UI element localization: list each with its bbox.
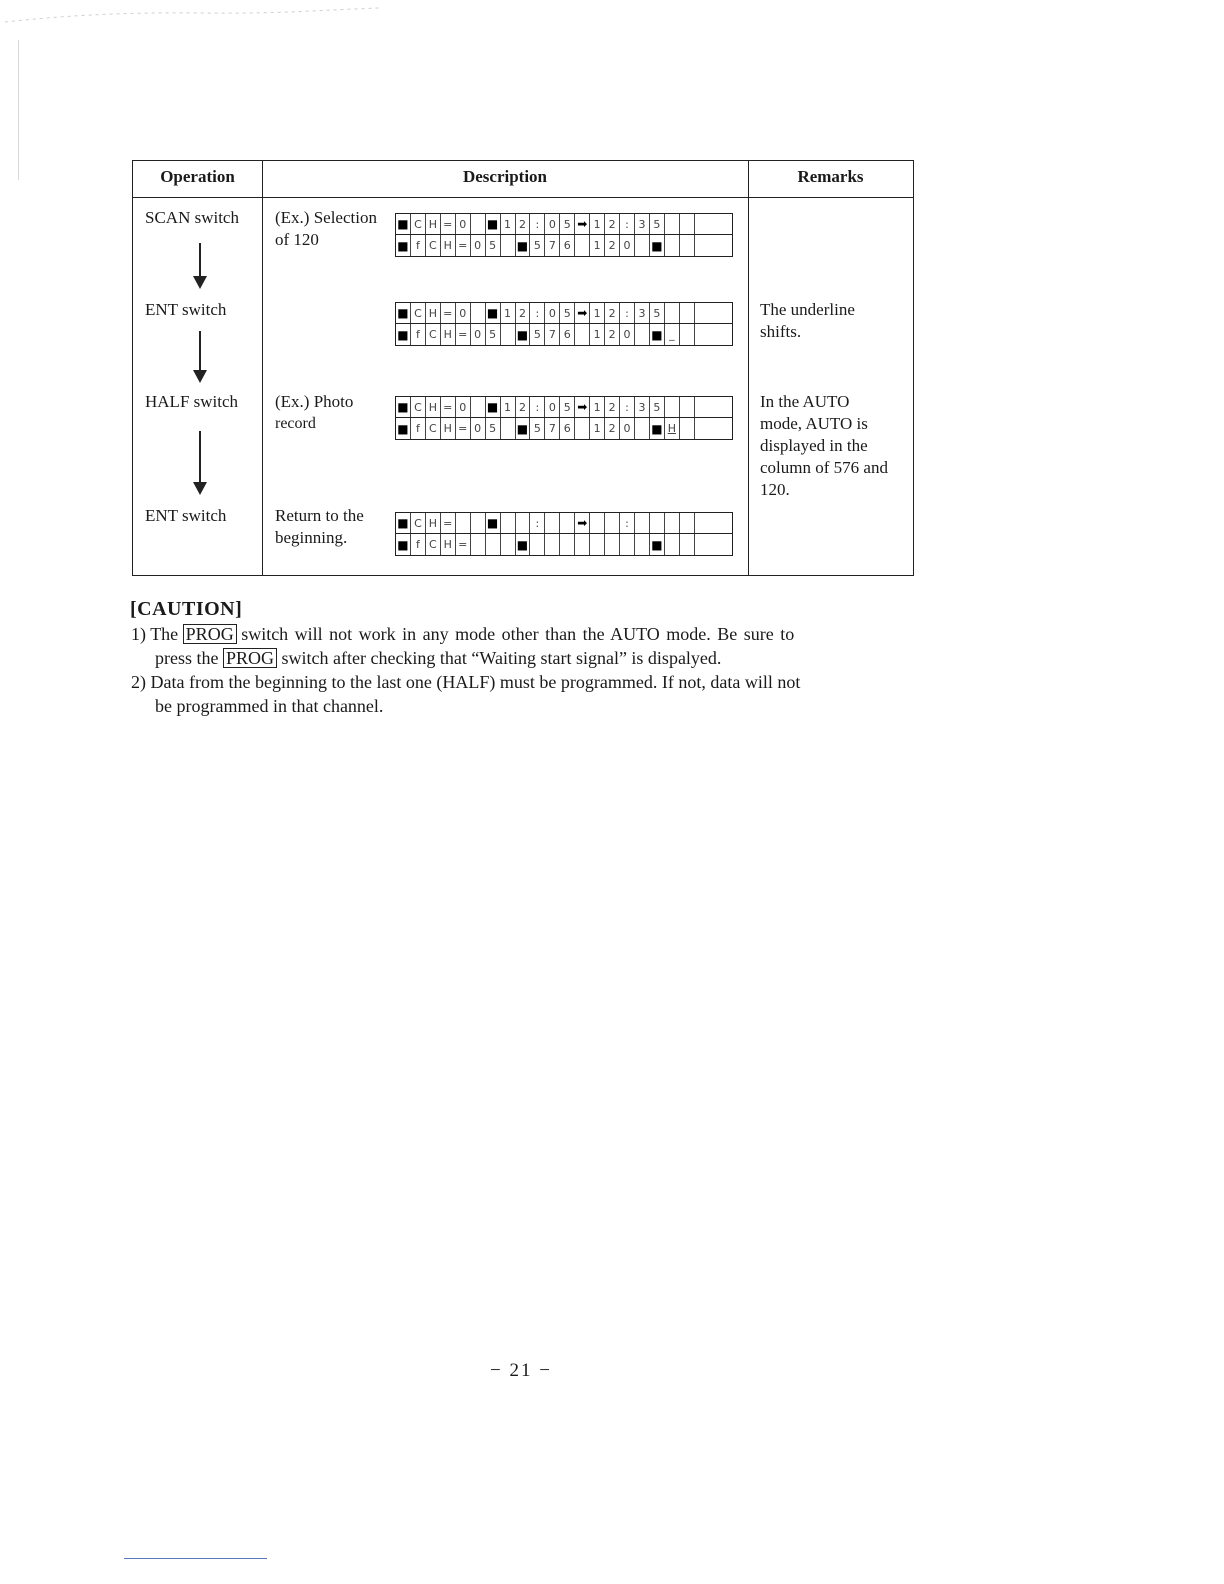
lcd-cell: : xyxy=(530,513,545,533)
lcd-cell xyxy=(501,418,516,439)
lcd-cell: ■ xyxy=(516,324,531,345)
lcd-cell: ■ xyxy=(650,235,665,256)
lcd-cell: 1 xyxy=(501,303,516,323)
down-arrow-icon xyxy=(193,331,207,383)
item-number: 2) xyxy=(131,672,146,692)
lcd-cell: 6 xyxy=(560,324,575,345)
lcd-cell: ■ xyxy=(486,513,501,533)
remark-text: 120. xyxy=(760,480,790,499)
prog-key-label: PROG xyxy=(183,624,237,644)
lcd-cell: 0 xyxy=(620,324,635,345)
remark-text: In the AUTO xyxy=(760,392,850,411)
down-arrow-icon xyxy=(193,243,207,289)
lcd-cell: 5 xyxy=(650,303,665,323)
lcd-cell: H xyxy=(426,397,441,417)
lcd-cell: 7 xyxy=(545,418,560,439)
operation-scan-switch: SCAN switch xyxy=(145,208,239,227)
caution-item-2-cont xyxy=(155,694,383,718)
lcd-cell xyxy=(680,214,695,234)
lcd-cell: H xyxy=(426,513,441,533)
lcd-cell xyxy=(680,418,695,439)
lcd-cell xyxy=(575,235,590,256)
lcd-cell xyxy=(695,235,710,256)
prog-key-label: PROG xyxy=(223,648,277,668)
lcd-cell xyxy=(560,534,575,555)
lcd-cell: H xyxy=(665,418,680,439)
footer-rule xyxy=(124,1558,267,1559)
lcd-cell: 5 xyxy=(530,418,545,439)
lcd-cell: 6 xyxy=(560,235,575,256)
lcd-cell: 5 xyxy=(530,235,545,256)
lcd-cell: 1 xyxy=(590,397,605,417)
caution-title: [CAUTION] xyxy=(130,598,243,620)
lcd-display xyxy=(395,512,733,556)
operation-half-switch: HALF switch xyxy=(145,392,239,411)
lcd-cell: = xyxy=(441,513,456,533)
lcd-cell: 2 xyxy=(605,303,620,323)
lcd-cell: ■ xyxy=(396,214,411,234)
scan-edge-mark xyxy=(18,40,19,180)
caution-item-1 xyxy=(131,622,794,646)
lcd-cell: : xyxy=(530,303,545,323)
lcd-cell xyxy=(635,534,650,555)
lcd-cell xyxy=(516,513,531,533)
lcd-cell xyxy=(635,418,650,439)
lcd-cell: 2 xyxy=(605,324,620,345)
lcd-cell: 2 xyxy=(605,418,620,439)
lcd-cell: : xyxy=(620,303,635,323)
lcd-cell xyxy=(486,534,501,555)
lcd-cell: 0 xyxy=(545,397,560,417)
lcd-cell: _ xyxy=(665,324,680,345)
lcd-cell xyxy=(665,303,680,323)
lcd-cell xyxy=(501,324,516,345)
lcd-cell: 2 xyxy=(605,397,620,417)
lcd-cell: : xyxy=(620,513,635,533)
lcd-cell xyxy=(456,513,471,533)
lcd-cell: = xyxy=(441,397,456,417)
lcd-cell: ■ xyxy=(396,418,411,439)
header-operation: Operation xyxy=(160,167,235,186)
lcd-cell: 5 xyxy=(650,214,665,234)
lcd-cell: 5 xyxy=(530,324,545,345)
lcd-cell: = xyxy=(456,235,471,256)
lcd-cell xyxy=(575,324,590,345)
lcd-row xyxy=(395,534,733,556)
remark-text: The underline xyxy=(760,300,855,319)
lcd-cell: C xyxy=(411,397,426,417)
page-number: − 21 − xyxy=(490,1360,552,1381)
lcd-cell: 3 xyxy=(635,397,650,417)
lcd-cell: ➡ xyxy=(575,214,590,234)
lcd-cell: ■ xyxy=(516,418,531,439)
lcd-cell: C xyxy=(426,418,441,439)
lcd-cell xyxy=(680,534,695,555)
lcd-cell xyxy=(665,214,680,234)
lcd-cell: ■ xyxy=(396,534,411,555)
lcd-cell xyxy=(680,303,695,323)
lcd-cell xyxy=(650,513,665,533)
lcd-cell: ➡ xyxy=(575,513,590,533)
lcd-cell: ■ xyxy=(396,303,411,323)
lcd-cell: 2 xyxy=(516,214,531,234)
lcd-cell: 5 xyxy=(650,397,665,417)
lcd-cell: 0 xyxy=(620,418,635,439)
lcd-cell: 0 xyxy=(456,397,471,417)
description-text: (Ex.) Photo xyxy=(275,392,354,411)
lcd-cell: ➡ xyxy=(575,397,590,417)
operation-ent-switch-return: ENT switch xyxy=(145,506,227,525)
lcd-cell xyxy=(635,235,650,256)
lcd-cell xyxy=(695,513,710,533)
lcd-display xyxy=(395,213,733,257)
lcd-cell: ■ xyxy=(650,324,665,345)
lcd-cell: 3 xyxy=(635,214,650,234)
item-number: 1) xyxy=(131,624,146,644)
lcd-cell: 5 xyxy=(486,235,501,256)
lcd-cell: 1 xyxy=(590,324,605,345)
lcd-row xyxy=(395,213,733,235)
lcd-cell xyxy=(680,513,695,533)
description-text: beginning. xyxy=(275,528,348,547)
header-divider xyxy=(133,197,913,198)
lcd-cell xyxy=(471,303,486,323)
column-divider xyxy=(748,161,749,575)
lcd-cell: 1 xyxy=(501,397,516,417)
lcd-cell: 5 xyxy=(486,418,501,439)
lcd-cell: 2 xyxy=(516,397,531,417)
lcd-cell: f xyxy=(411,324,426,345)
lcd-cell: C xyxy=(426,534,441,555)
caution-text: press the xyxy=(155,648,219,668)
lcd-cell: H xyxy=(441,418,456,439)
lcd-cell: 2 xyxy=(605,235,620,256)
lcd-cell xyxy=(665,513,680,533)
operation-table xyxy=(132,160,914,576)
remark-text: displayed in the xyxy=(760,436,868,455)
lcd-cell: f xyxy=(411,235,426,256)
lcd-cell: C xyxy=(411,303,426,323)
lcd-cell: ■ xyxy=(396,324,411,345)
lcd-row xyxy=(395,418,733,440)
lcd-cell xyxy=(695,397,710,417)
lcd-cell xyxy=(620,534,635,555)
lcd-row xyxy=(395,235,733,257)
lcd-cell: = xyxy=(456,534,471,555)
lcd-cell: 7 xyxy=(545,324,560,345)
lcd-cell xyxy=(501,534,516,555)
lcd-cell xyxy=(635,324,650,345)
lcd-row xyxy=(395,512,733,534)
lcd-cell: 1 xyxy=(590,214,605,234)
lcd-cell: 0 xyxy=(545,214,560,234)
lcd-cell xyxy=(545,513,560,533)
lcd-cell xyxy=(680,324,695,345)
lcd-cell xyxy=(695,214,710,234)
remark-text: mode, AUTO is xyxy=(760,414,868,433)
lcd-cell xyxy=(590,513,605,533)
lcd-cell: 5 xyxy=(486,324,501,345)
lcd-row xyxy=(395,396,733,418)
lcd-row xyxy=(395,324,733,346)
lcd-cell xyxy=(590,534,605,555)
lcd-cell xyxy=(695,303,710,323)
lcd-cell xyxy=(695,418,710,439)
lcd-cell xyxy=(605,534,620,555)
lcd-cell: 5 xyxy=(560,397,575,417)
lcd-cell: 6 xyxy=(560,418,575,439)
lcd-cell xyxy=(501,235,516,256)
lcd-cell: : xyxy=(620,397,635,417)
lcd-cell: 0 xyxy=(456,303,471,323)
lcd-cell xyxy=(665,235,680,256)
lcd-cell: ■ xyxy=(396,513,411,533)
lcd-cell: C xyxy=(426,324,441,345)
lcd-cell: C xyxy=(411,214,426,234)
lcd-cell: = xyxy=(441,303,456,323)
lcd-cell: H xyxy=(441,324,456,345)
lcd-cell: 1 xyxy=(501,214,516,234)
lcd-cell xyxy=(605,513,620,533)
lcd-row xyxy=(395,302,733,324)
lcd-cell: ■ xyxy=(396,235,411,256)
lcd-cell: f xyxy=(411,418,426,439)
column-divider xyxy=(262,161,263,575)
lcd-cell xyxy=(575,534,590,555)
lcd-display xyxy=(395,396,733,440)
caution-text: switch will not work in any mode other than the AUTO mode. Be sure to xyxy=(241,624,795,644)
description-text: of 120 xyxy=(275,230,319,249)
lcd-cell: 1 xyxy=(590,418,605,439)
lcd-cell: 0 xyxy=(620,235,635,256)
lcd-cell xyxy=(560,513,575,533)
lcd-cell: = xyxy=(456,324,471,345)
lcd-cell: ■ xyxy=(486,397,501,417)
description-text: record xyxy=(275,415,316,432)
lcd-cell xyxy=(530,534,545,555)
lcd-cell: C xyxy=(426,235,441,256)
lcd-cell xyxy=(665,534,680,555)
lcd-cell: : xyxy=(620,214,635,234)
lcd-cell: 0 xyxy=(545,303,560,323)
lcd-cell: 1 xyxy=(590,303,605,323)
lcd-cell: = xyxy=(441,214,456,234)
lcd-cell xyxy=(545,534,560,555)
lcd-cell: 5 xyxy=(560,214,575,234)
lcd-cell: 1 xyxy=(590,235,605,256)
lcd-cell: H xyxy=(426,303,441,323)
caution-text: switch after checking that “Waiting start signal” is dispalyed. xyxy=(281,648,722,668)
lcd-cell: 0 xyxy=(471,324,486,345)
lcd-cell: 2 xyxy=(605,214,620,234)
remark-text: column of 576 and xyxy=(760,458,888,477)
lcd-cell: H xyxy=(426,214,441,234)
lcd-cell xyxy=(575,418,590,439)
lcd-cell: 7 xyxy=(545,235,560,256)
scan-artifact xyxy=(0,0,600,30)
lcd-cell xyxy=(471,214,486,234)
lcd-cell: ■ xyxy=(650,418,665,439)
lcd-display xyxy=(395,302,733,346)
down-arrow-icon xyxy=(193,431,207,495)
lcd-cell: f xyxy=(411,534,426,555)
header-remarks: Remarks xyxy=(797,167,864,186)
caution-text: Data from the beginning to the last one (HALF) must be programmed. If not, data will not xyxy=(150,672,801,692)
caution-text: The xyxy=(150,624,179,644)
lcd-cell: ■ xyxy=(486,303,501,323)
lcd-cell xyxy=(471,534,486,555)
lcd-cell xyxy=(680,397,695,417)
lcd-cell: ■ xyxy=(650,534,665,555)
lcd-cell: ■ xyxy=(486,214,501,234)
lcd-cell xyxy=(695,324,710,345)
lcd-cell xyxy=(471,397,486,417)
lcd-cell: 2 xyxy=(516,303,531,323)
lcd-cell: ■ xyxy=(516,235,531,256)
operation-ent-switch: ENT switch xyxy=(145,300,227,319)
lcd-cell: : xyxy=(530,397,545,417)
lcd-cell xyxy=(665,397,680,417)
header-description: Description xyxy=(462,167,548,186)
lcd-cell: ■ xyxy=(396,397,411,417)
lcd-cell: 0 xyxy=(456,214,471,234)
caution-text: be programmed in that channel. xyxy=(155,696,384,716)
lcd-cell: ➡ xyxy=(575,303,590,323)
lcd-cell: : xyxy=(530,214,545,234)
description-text: (Ex.) Selection xyxy=(275,208,377,227)
lcd-cell xyxy=(695,534,710,555)
lcd-cell xyxy=(501,513,516,533)
lcd-cell xyxy=(635,513,650,533)
lcd-cell: 3 xyxy=(635,303,650,323)
caution-item-2 xyxy=(131,670,800,694)
lcd-cell xyxy=(471,513,486,533)
lcd-cell: ■ xyxy=(516,534,531,555)
lcd-cell: H xyxy=(441,235,456,256)
lcd-cell: = xyxy=(456,418,471,439)
lcd-cell: 0 xyxy=(471,418,486,439)
lcd-cell xyxy=(680,235,695,256)
lcd-cell: 0 xyxy=(471,235,486,256)
lcd-cell: C xyxy=(411,513,426,533)
remark-text: shifts. xyxy=(760,322,802,341)
description-text: Return to the xyxy=(275,506,364,525)
lcd-cell: H xyxy=(441,534,456,555)
caution-item-1-cont xyxy=(155,646,721,670)
lcd-cell: 5 xyxy=(560,303,575,323)
